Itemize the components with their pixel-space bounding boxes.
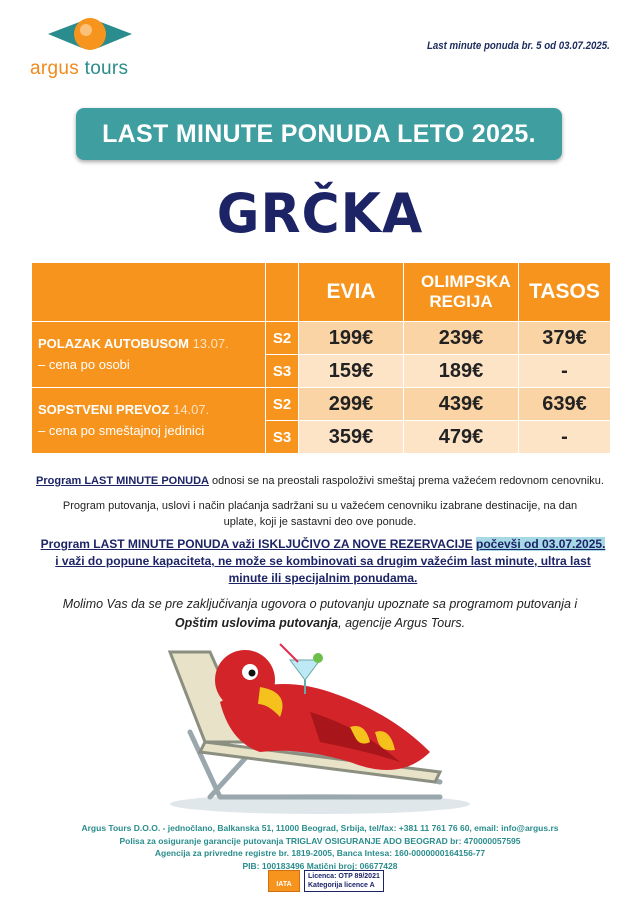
price-cell: 639€ bbox=[519, 388, 611, 421]
country-title: GRČKA bbox=[216, 182, 424, 246]
header-destination: TASOS bbox=[519, 263, 611, 322]
table-row bbox=[32, 388, 611, 421]
parrot-deckchair-icon bbox=[150, 632, 480, 817]
footer-line: Polisa za osiguranje garancije putovanja TRIGLAV OSIGURANJE ADO BEOGRAD br: 470000057595 bbox=[119, 835, 521, 846]
header-destination: EVIA bbox=[299, 263, 404, 322]
room-code: S2 bbox=[266, 388, 299, 421]
note-validity: Program LAST MINUTE PONUDA važi ISKLJUČIVO ZA NOVE REZERVACIJE počevši od 03.07.2025. i važi do popune kapaciteta, ne može se kombinovati sa drugim važećim last minute, ultra last minute ili specijalnim ponudama. bbox=[40, 537, 606, 585]
price-cell: 199€ bbox=[299, 322, 404, 355]
price-cell: 439€ bbox=[404, 388, 519, 421]
brand-name: argus tours bbox=[30, 58, 129, 79]
license-box: Licenca: OTP 89/2021 Kategorija licence A bbox=[304, 870, 384, 892]
table-row bbox=[32, 322, 611, 355]
header-destination: OLIMPSKA REGIJA bbox=[404, 263, 519, 322]
footer-line: Agencija za privredne registre br. 1819-2005, Banca Intesa: 160-0000000164156-77 bbox=[154, 848, 486, 858]
price-table bbox=[31, 262, 611, 454]
title-banner: LAST MINUTE PONUDA LETO 2025. bbox=[76, 108, 562, 160]
price-cell: 189€ bbox=[404, 355, 519, 388]
group-label-bus: POLAZAK AUTOBUSOM 13.07. – cena po osobi bbox=[32, 322, 266, 388]
price-cell: 479€ bbox=[404, 421, 519, 454]
price-cell: - bbox=[519, 421, 611, 454]
price-cell: 379€ bbox=[519, 322, 611, 355]
header-code-cell bbox=[266, 263, 299, 322]
price-cell: - bbox=[519, 355, 611, 388]
price-cell: 239€ bbox=[404, 322, 519, 355]
offer-number: Last minute ponuda br. 5 od 03.07.2025. bbox=[427, 40, 610, 52]
note-conditions: Program putovanja, uslovi i način plaćanja sadržani su u važećem cenovniku izabrane destinacije, na dan uplate, koji je sastavni deo ove ponude. bbox=[62, 500, 578, 528]
price-cell: 159€ bbox=[299, 355, 404, 388]
footer-company-info bbox=[30, 822, 610, 872]
group-label-own-transport: SOPSTVENI PREVOZ 14.07. – cena po smeštajnoj jedinici bbox=[32, 388, 266, 454]
room-code: S2 bbox=[266, 322, 299, 355]
footer-line: PIB: 100183496 Matični broj: 06677428 bbox=[242, 860, 398, 871]
note-terms: Molimo Vas da se pre zaključivanja ugovora o putovanju upoznate sa programom putovanja i Opštim uslovima putovanja, agencije Argus Tours. bbox=[62, 597, 578, 630]
note-applies: Program LAST MINUTE PONUDA odnosi se na preostali raspoloživi smeštaj prema važećem redovnom cenovniku. bbox=[36, 475, 604, 487]
table-header-row bbox=[32, 263, 611, 322]
price-cell: 359€ bbox=[299, 421, 404, 454]
price-cell: 299€ bbox=[299, 388, 404, 421]
iata-logo-icon: IATA bbox=[268, 870, 300, 892]
footer-line: Argus Tours D.O.O. - jednočlano, Balkanska 51, 11000 Beograd, Srbija, tel/fax: +381 11 761 76 60, email: info@argus.rs bbox=[81, 823, 559, 833]
room-code: S3 bbox=[266, 355, 299, 388]
room-code: S3 bbox=[266, 421, 299, 454]
header-empty-cell bbox=[32, 263, 266, 322]
